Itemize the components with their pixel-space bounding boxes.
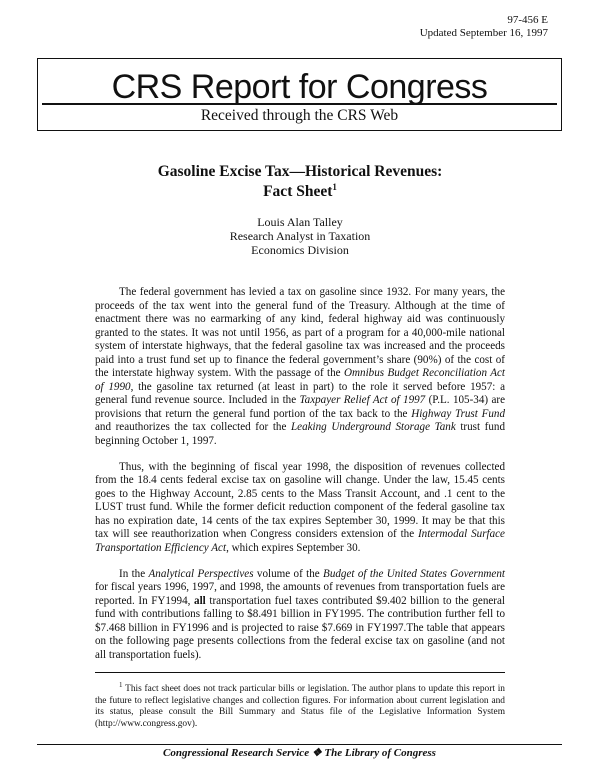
footnote-body: This fact sheet does not track particular bills or legislation. The author plans to update this report in the future to reflect legislative changes and collection figures. For information about current legislation and its status, please consult the Bill Summary and Status file of the Legislative Information System (http://www.congress.gov).: [95, 684, 505, 729]
footnote-text: [95, 680, 505, 730]
author-division: Economics Division: [251, 243, 349, 257]
footnote-divider: [95, 672, 505, 673]
text-run: volume of the: [253, 567, 324, 580]
body-text: [95, 286, 505, 675]
updated-date: Updated September 16, 1997: [419, 27, 548, 39]
italic-fund-name: Highway Trust Fund: [411, 407, 506, 420]
title-footnote-marker: 1: [332, 181, 337, 192]
document-title: [90, 162, 510, 202]
report-identifier: [420, 14, 548, 40]
title-line-2: [90, 182, 510, 202]
text-run: (P.L. 105-34) are provisions that return the general fund portion of the tax back to the: [95, 394, 505, 420]
crs-banner: [37, 58, 562, 131]
banner-title: CRS Report for Congress: [111, 68, 488, 106]
bold-emphasis: all: [194, 594, 206, 607]
italic-act-title: Omnibus Budget Reconciliation Act of 1990: [95, 367, 505, 393]
italic-publication-title: Budget of the United States Government: [323, 567, 505, 580]
text-run: Thus, with the beginning of fiscal year 1998, the disposition of revenues collected from the 18.4 cents federal excise tax on gasoline will change. Under the law, 15.45 cents goes to the Highway Account, 2.85 cents to the Mass Transit Account, and .1 cent to the LUST trust fund. While the former deficit reduction component of the federal gasoline tax has no expiration date, 14 cents of the tax expires September 30, 1999. It may be that this tax will see reauthorization when Congress considers extension of the: [95, 460, 505, 540]
italic-act-title: Intermodal Surface Transportation Efficiency Act: [95, 528, 505, 554]
footnote: [95, 680, 505, 730]
author-position: Research Analyst in Taxation: [229, 229, 371, 243]
footnote-marker: 1: [119, 680, 123, 689]
text-run: trust fund beginning October 1, 1997.: [95, 421, 505, 447]
paragraph-2: [95, 461, 505, 556]
page-footer-divider: [37, 744, 562, 745]
text-run: The federal government has levied a tax on gasoline since 1932. For many years, the proceeds of the tax went into the general fund of the Treasury. Although at the time of enactment there was no earmarking of any kind, federal highway aid was continuously granted to the states. It was not until 1956, as part of a program for a 40,000-mile national system of interstate highways, that the federal gasoline tax was increased and the proceeds paid into a trust fund set up to finance the federal government’s share (90%) of the cost of the interstate highway system. With the passage of the: [95, 286, 505, 379]
text-run: , which expires September 30.: [226, 541, 361, 554]
paragraph-1: [95, 286, 505, 448]
text-run: for fiscal years 1996, 1997, and 1998, the amounts of revenues from transportation fuels are reported. In FY1994,: [95, 581, 505, 607]
italic-publication-title: Analytical Perspectives: [148, 567, 254, 580]
banner-divider: [42, 103, 557, 105]
text-run: , the gasoline tax returned (at least in part) to the role it served before 1957: a general fund revenue source. Included in the: [95, 380, 506, 406]
italic-fund-name: Leaking Underground Storage Tank: [290, 421, 456, 433]
author-block: [150, 215, 450, 257]
title-text: Fact Sheet: [263, 183, 333, 200]
banner-subtitle: Received through the CRS Web: [200, 107, 399, 124]
paragraph-3: [95, 568, 505, 663]
text-run: In the: [119, 567, 149, 580]
italic-act-title: Taxpayer Relief Act of 1997: [299, 394, 426, 406]
page-footer: Congressional Research Service ❖ The Library of Congress: [163, 747, 436, 759]
author-name: Louis Alan Talley: [257, 215, 343, 229]
text-run: transportation fuel taxes contributed $9.402 billion to the general fund with contributions falling to $8.491 billion in FY1995. The contribution further fell to $7.468 billion in FY1996 and is projected to raise $7.669 in FY1997.The table that appears on the following page presents collections from the federal excise tax on gasoline (and not all transportation fuels).: [95, 594, 506, 661]
report-number: 97-456 E: [507, 14, 548, 26]
text-run: and reauthorizes the tax collected for the: [95, 421, 291, 433]
title-line-1: Gasoline Excise Tax—Historical Revenues:: [157, 163, 443, 180]
